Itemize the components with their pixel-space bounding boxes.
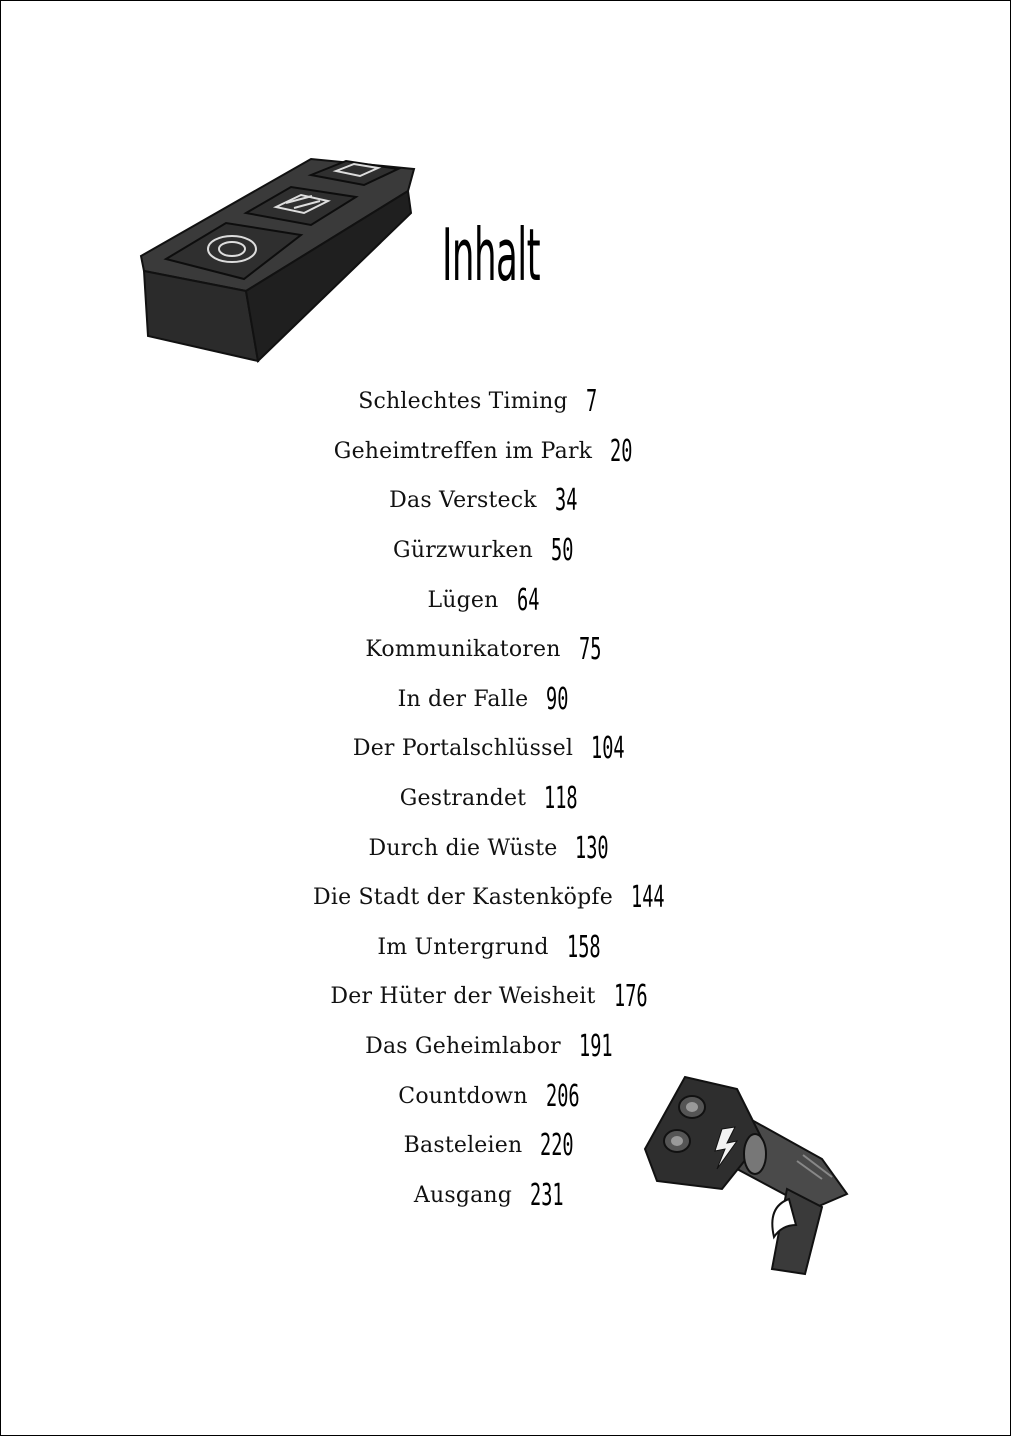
- chapter-title: Countdown: [398, 1083, 528, 1109]
- toc-entry[interactable]: [1, 575, 983, 625]
- chapter-title: Ausgang: [413, 1182, 513, 1208]
- toc-entry[interactable]: [1, 625, 983, 675]
- chapter-title: Im Untergrund: [377, 934, 549, 960]
- page-number: 231: [530, 1177, 564, 1213]
- chapter-title: Geheimtreffen im Park: [333, 438, 593, 464]
- chapter-title: In der Falle: [397, 686, 529, 712]
- page-number: 64: [516, 582, 539, 618]
- chapter-title: Lügen: [427, 587, 499, 613]
- chapter-title: Das Geheimlabor: [365, 1034, 561, 1060]
- page-number: 104: [591, 731, 625, 767]
- page-number: 206: [545, 1078, 580, 1114]
- page-number: 220: [540, 1128, 574, 1164]
- page-number: 20: [610, 433, 633, 469]
- chapter-title: Gürzwurken: [393, 538, 533, 564]
- toc-entry[interactable]: [1, 923, 983, 973]
- blaster-gun-illustration: [637, 1069, 857, 1289]
- chapter-title: Kommunikatoren: [365, 637, 561, 663]
- toc-entry[interactable]: [1, 377, 983, 427]
- chapter-title: Schlechtes Timing: [358, 389, 568, 415]
- chapter-title: Basteleien: [403, 1133, 523, 1159]
- toc-entry[interactable]: [1, 526, 983, 576]
- page-number: 130: [575, 830, 610, 866]
- chapter-title: Das Versteck: [389, 488, 537, 514]
- chapter-title: Der Portalschlüssel: [352, 736, 574, 762]
- chapter-title: Die Stadt der Kastenköpfe: [313, 885, 613, 911]
- page-number: 90: [546, 681, 569, 717]
- toc-entry[interactable]: [1, 823, 983, 873]
- page-number: 176: [613, 979, 648, 1015]
- toc-entry[interactable]: [1, 675, 983, 725]
- page-number: 158: [566, 929, 601, 965]
- page-number: 50: [550, 533, 574, 569]
- toc-entry[interactable]: [1, 774, 983, 824]
- chapter-title: Der Hüter der Weisheit: [330, 984, 596, 1010]
- page-number: 191: [578, 1029, 613, 1065]
- chapter-title: Gestrandet: [399, 786, 527, 812]
- toc-entry[interactable]: [1, 1022, 983, 1072]
- chapter-title: Durch die Wüste: [368, 835, 558, 861]
- page-number: 118: [544, 781, 578, 817]
- page-number: 34: [554, 483, 578, 519]
- toc-entry[interactable]: [1, 724, 983, 774]
- toc-entry[interactable]: [1, 873, 983, 923]
- toc-entry[interactable]: [1, 476, 983, 526]
- page-number: 144: [630, 880, 665, 916]
- page-number: 75: [578, 632, 602, 668]
- page-number: 7: [585, 384, 597, 420]
- toc-entry[interactable]: [1, 972, 983, 1022]
- toc-entry[interactable]: [1, 427, 983, 477]
- page-title: Inhalt: [441, 213, 541, 297]
